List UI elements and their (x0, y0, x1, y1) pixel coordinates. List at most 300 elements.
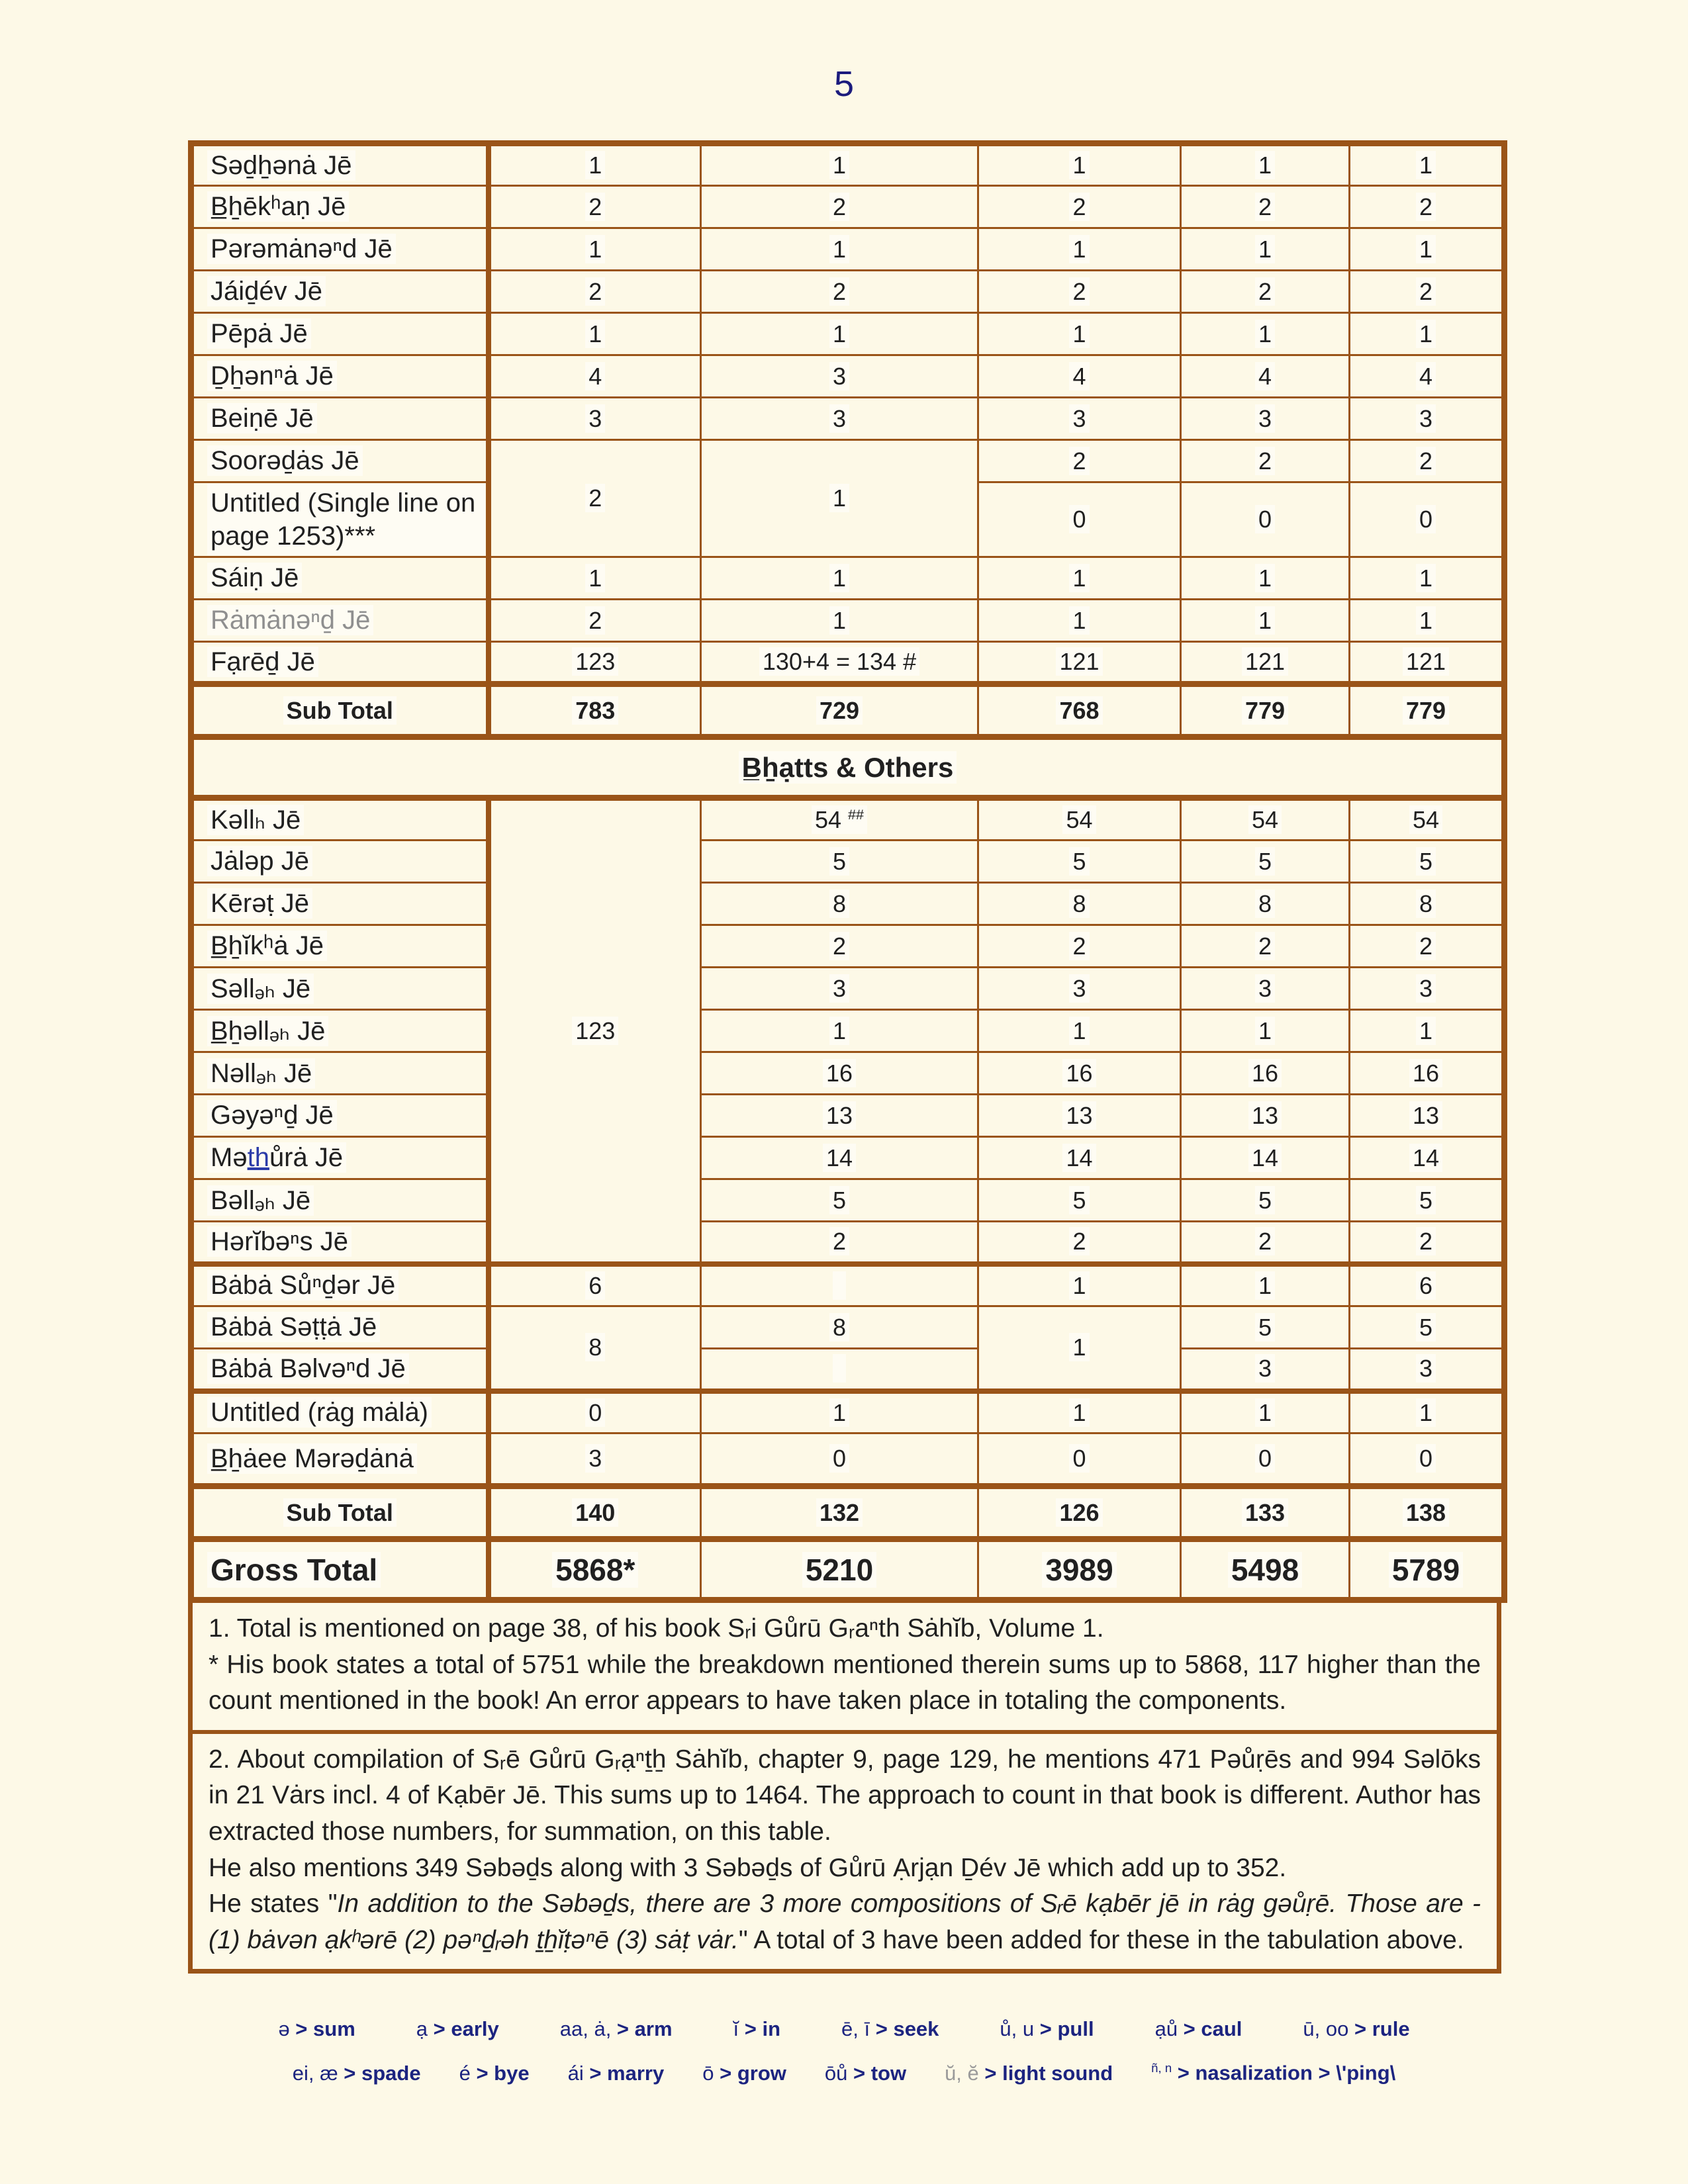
phonetic-example-word: > bye (470, 2061, 530, 2085)
value-cell (1181, 398, 1350, 440)
value-cell (701, 968, 978, 1010)
total-label-cell (191, 684, 489, 737)
cell-text: Rȧmȧnəⁿḏ Jē (207, 605, 373, 635)
value-cell (1181, 355, 1350, 398)
name-cell (191, 1349, 489, 1391)
name-cell (191, 1306, 489, 1349)
total-label-cell (191, 1539, 489, 1600)
cell-text: Sub Total (283, 1498, 397, 1527)
value-cell (1350, 684, 1505, 737)
cell-text: 768 (1056, 696, 1102, 725)
page-number: 5 (833, 64, 855, 104)
cell-text: 1 (585, 320, 605, 348)
cell-text: 4 (1255, 362, 1275, 390)
cell-text: 1 (1069, 151, 1089, 179)
cell-text: 5 (829, 847, 849, 876)
footnote-2 (193, 1730, 1497, 1970)
value-cell (978, 144, 1181, 186)
value-cell (489, 684, 701, 737)
table-row (191, 228, 1505, 271)
value-cell (978, 355, 1181, 398)
value-cell (978, 1010, 1181, 1052)
value-cell (1350, 925, 1505, 968)
value-cell (701, 642, 978, 684)
phonetic-symbol: ō (702, 2061, 714, 2085)
pronunciation-item (841, 2017, 939, 2041)
cell-text: 14 (823, 1144, 856, 1172)
value-cell (978, 440, 1181, 482)
value-cell (489, 228, 701, 271)
pronunciation-item (1303, 2017, 1409, 2041)
phonetic-example-word: > seek (870, 2017, 939, 2041)
phonetic-symbol: ū, oo (1303, 2017, 1349, 2041)
cell-text: 1 (1069, 1017, 1089, 1045)
name-cell (191, 600, 489, 642)
table-row (191, 1264, 1505, 1306)
cell-text: 3 (1255, 1354, 1275, 1383)
table-row (191, 1010, 1505, 1052)
cell-text: 1 (829, 235, 849, 263)
cell-text: 1 (1255, 1017, 1275, 1045)
name-cell (191, 271, 489, 313)
cell-text: 3989 (1042, 1552, 1116, 1588)
footnote-paragraph (209, 1647, 1481, 1719)
value-cell (1350, 1010, 1505, 1052)
cell-text: 3 (1255, 404, 1275, 433)
value-cell (978, 883, 1181, 925)
cell-text: B̲ẖĭkʰȧ Jē (207, 931, 327, 961)
cell-text: Səllₔₕ Jē (207, 974, 314, 1004)
value-cell (701, 1095, 978, 1137)
value-cell (978, 1486, 1181, 1539)
name-cell (191, 1264, 489, 1306)
footnote-paragraph (209, 1850, 1481, 1887)
name-cell (191, 355, 489, 398)
phonetic-example-word: > tow (847, 2061, 907, 2085)
value-cell (1350, 482, 1505, 557)
cell-text: 1 (829, 484, 849, 512)
value-cell (1181, 883, 1350, 925)
cell-text: Soorəḏȧs Jē (207, 445, 363, 476)
phonetic-example-word: > sum (289, 2017, 355, 2041)
phonetic-symbol: aa, ȧ, (559, 2017, 612, 2041)
cell-text: 5 (829, 1186, 849, 1214)
value-cell (1350, 271, 1505, 313)
value-cell (489, 557, 701, 600)
footnote-1 (193, 1603, 1497, 1730)
table-row (191, 642, 1505, 684)
value-cell (701, 684, 978, 737)
pronunciation-item (945, 2062, 1113, 2085)
value-cell (489, 1539, 701, 1600)
value-cell (978, 1306, 1181, 1391)
pronunciation-item (278, 2017, 355, 2041)
cell-text: 1 (1069, 1398, 1089, 1427)
table-row (191, 144, 1505, 186)
value-cell (701, 313, 978, 355)
pronunciation-row-1 (0, 2017, 1688, 2041)
value-cell (701, 1486, 978, 1539)
section-header-row (191, 737, 1505, 798)
cell-text: 2 (1416, 1227, 1436, 1255)
value-cell (489, 798, 701, 1264)
phonetic-symbol: ạ (416, 2017, 428, 2041)
value-cell (489, 1391, 701, 1433)
cell-text: 1 (585, 151, 605, 179)
cell-text: 1 (1069, 564, 1089, 592)
value-cell (1350, 1052, 1505, 1095)
cell-text: 126 (1056, 1498, 1102, 1527)
phonetic-example-word: > in (739, 2017, 781, 2041)
value-cell (1350, 398, 1505, 440)
cell-text: Pēpȧ Jē (207, 318, 311, 349)
phonetic-example-word: > grow (714, 2061, 786, 2085)
value-cell (1181, 557, 1350, 600)
gross-total-row (191, 1539, 1505, 1600)
value-cell (1181, 841, 1350, 883)
subtotal-row (191, 1486, 1505, 1539)
total-label-cell (191, 1486, 489, 1539)
table-row (191, 841, 1505, 883)
cell-text: 3 (1416, 404, 1436, 433)
cell-text: 5789 (1389, 1552, 1463, 1588)
value-cell (978, 841, 1181, 883)
cell-text: 1 (585, 564, 605, 592)
table-row (191, 925, 1505, 968)
cell-text: 5 (1255, 1186, 1275, 1214)
value-cell (1350, 1222, 1505, 1264)
name-cell (191, 482, 489, 557)
cell-text: 16 (1062, 1059, 1096, 1087)
cell-text: 121 (1242, 647, 1288, 676)
value-cell (978, 1391, 1181, 1433)
value-cell (978, 1539, 1181, 1600)
value-cell (978, 398, 1181, 440)
table-row (191, 1433, 1505, 1486)
table-row (191, 798, 1505, 841)
cell-text: Sub Total (283, 696, 397, 725)
cell-text: 779 (1242, 696, 1288, 725)
value-cell (701, 1433, 978, 1486)
cell-text: B̲ẖēkʰaṇ Jē (207, 191, 349, 222)
cell-text: 14 (1248, 1144, 1282, 1172)
footnote-text: " A total of 3 have been added for these in the tabulation above. (738, 1925, 1464, 1954)
value-cell (978, 1433, 1181, 1486)
value-cell (701, 925, 978, 968)
name-cell (191, 1095, 489, 1137)
name-cell (191, 228, 489, 271)
value-cell (701, 228, 978, 271)
name-cell (191, 398, 489, 440)
cell-text: 5 (1416, 1313, 1436, 1342)
cell-text: 2 (1255, 1227, 1275, 1255)
cell-text: 54 ## (812, 805, 867, 834)
cell-text: 0 (1416, 1444, 1436, 1473)
cell-text: Bəllₔₕ Jē (207, 1185, 314, 1216)
name-cell (191, 1433, 489, 1486)
cell-text: Beiṇē Jē (207, 403, 317, 433)
value-cell (489, 398, 701, 440)
value-cell (978, 1095, 1181, 1137)
cell-text: Pərəmȧnəⁿd Jē (207, 234, 396, 264)
cell-text: 2 (585, 277, 605, 306)
cell-text: 2 (1069, 193, 1089, 221)
value-cell (1181, 1052, 1350, 1095)
footnote-paragraph (209, 1742, 1481, 1850)
value-cell (978, 1264, 1181, 1306)
value-cell (978, 186, 1181, 228)
name-cell (191, 144, 489, 186)
pronunciation-item (1151, 2061, 1395, 2085)
cell-text: 133 (1242, 1498, 1288, 1527)
value-cell (1350, 600, 1505, 642)
cell-text: 4 (1416, 362, 1436, 390)
value-cell (1350, 798, 1505, 841)
value-cell (1350, 557, 1505, 600)
cell-text: 2 (1255, 932, 1275, 960)
value-cell (1350, 883, 1505, 925)
cell-text: 1 (1416, 1017, 1436, 1045)
cell-text: 3 (1416, 1354, 1436, 1383)
cell-text: 2 (1416, 447, 1436, 475)
value-cell (1350, 440, 1505, 482)
name-cell (191, 1010, 489, 1052)
value-cell (489, 1486, 701, 1539)
cell-text: 2 (1069, 1227, 1089, 1255)
value-cell (978, 1222, 1181, 1264)
cell-text: 14 (1062, 1144, 1096, 1172)
phonetic-example-word: > marry (583, 2061, 665, 2085)
cell-text: Jȧləp Jē (207, 846, 312, 876)
cell-text: 1 (1416, 151, 1436, 179)
table-row (191, 600, 1505, 642)
value-cell (978, 313, 1181, 355)
phonetic-symbol: ái (567, 2061, 584, 2085)
table-row (191, 883, 1505, 925)
value-cell (489, 1306, 701, 1391)
value-cell (489, 1433, 701, 1486)
cell-text: 0 (1069, 1444, 1089, 1473)
value-cell (1181, 271, 1350, 313)
cell-text: 4 (585, 362, 605, 390)
footnote-text: 2. About compilation of Sᵣē Gůrū Gᵣạⁿṯẖ Sȧhĭb, chapter 9, page 129, he mentions 471 Pəůṛēs and 994 Səlōks in 21 Vȧrs incl. 4 of Kạbēr Jē. This sums up to 1464. The approach to count in that book is different. Author has extracted those numbers, for summation, on this table. (209, 1745, 1481, 1846)
cell-text: 54 (1409, 805, 1442, 834)
cell-text: 5 (1069, 847, 1089, 876)
value-cell (701, 1179, 978, 1222)
cell-text: 16 (1248, 1059, 1282, 1087)
value-cell (978, 1052, 1181, 1095)
cell-text: 5 (1069, 1186, 1089, 1214)
cell-text: 1 (1255, 320, 1275, 348)
cell-text: 783 (572, 696, 618, 725)
phonetic-symbol: ə (278, 2017, 290, 2041)
cell-text: 54 (1062, 805, 1096, 834)
cell-text: Jáiḏév Jē (207, 276, 326, 306)
table-row (191, 271, 1505, 313)
table-row (191, 1391, 1505, 1433)
value-cell (489, 313, 701, 355)
cell-text: 5 (1255, 1313, 1275, 1342)
value-cell (978, 271, 1181, 313)
compositions-table-body (191, 144, 1505, 1600)
table-row (191, 1052, 1505, 1095)
cell-text: 1 (1069, 320, 1089, 348)
value-cell (978, 968, 1181, 1010)
footnote-text: * His book states a total of 5751 while the breakdown mentioned therein sums up to 5868, 117 higher than the count mentioned in the book! An error appears to have taken place in totaling the components. (209, 1650, 1481, 1715)
value-cell (701, 1391, 978, 1433)
cell-text: 3 (1416, 974, 1436, 1003)
value-cell (489, 1264, 701, 1306)
value-cell (701, 883, 978, 925)
cell-text: 0 (585, 1398, 605, 1427)
cell-text: 1 (1416, 606, 1436, 635)
cell-text: 138 (1403, 1498, 1449, 1527)
phonetic-example-word: > caul (1178, 2017, 1243, 2041)
value-cell (1350, 1179, 1505, 1222)
value-cell (1181, 144, 1350, 186)
cell-text: 2 (1255, 193, 1275, 221)
value-cell (701, 841, 978, 883)
value-cell (701, 355, 978, 398)
cell-text: 5498 (1228, 1552, 1302, 1588)
table-row (191, 557, 1505, 600)
value-cell (978, 642, 1181, 684)
cell-text: 5868* (552, 1552, 638, 1588)
value-cell (489, 440, 701, 557)
cell-text: 5 (1416, 847, 1436, 876)
value-cell (1181, 684, 1350, 737)
cell-text: 5 (1255, 847, 1275, 876)
value-cell (978, 557, 1181, 600)
cell-text: 1 (1416, 320, 1436, 348)
phonetic-symbol: ē, ī (841, 2017, 870, 2041)
cell-text: 2 (829, 193, 849, 221)
value-cell (1181, 600, 1350, 642)
value-cell (1181, 1391, 1350, 1433)
value-cell (1181, 1137, 1350, 1179)
cell-text: 121 (1403, 647, 1449, 676)
cell-text: 5 (1416, 1186, 1436, 1214)
cell-text: 1 (1255, 1271, 1275, 1300)
value-cell (701, 271, 978, 313)
pronunciation-item (825, 2062, 906, 2085)
value-cell (701, 1349, 978, 1391)
cell-text: 2 (1069, 277, 1089, 306)
cell-text: 2 (1255, 447, 1275, 475)
value-cell (1181, 642, 1350, 684)
value-cell (1350, 1433, 1505, 1486)
cell-text: 2 (585, 606, 605, 635)
pronunciation-item (1000, 2017, 1094, 2041)
pronunciation-item (568, 2062, 665, 2085)
cell-text: 2 (585, 193, 605, 221)
value-cell (1181, 482, 1350, 557)
cell-text: 5210 (802, 1552, 876, 1588)
name-cell (191, 925, 489, 968)
cell-text: 13 (1062, 1101, 1096, 1130)
value-cell (1181, 968, 1350, 1010)
value-cell (978, 798, 1181, 841)
cell-text: 3 (1069, 404, 1089, 433)
table-row (191, 355, 1505, 398)
cell-text: Kērəṭ Jē (207, 888, 312, 919)
cell-text: Bȧbȧ Sůⁿḏər Jē (207, 1270, 399, 1300)
cell-text: 16 (823, 1059, 856, 1087)
phonetic-symbol: ōů (824, 2061, 848, 2085)
value-cell (1181, 1222, 1350, 1264)
section-header-cell (191, 737, 1505, 798)
name-cell (191, 968, 489, 1010)
cell-text: 6 (1416, 1271, 1436, 1300)
cell-text: 729 (816, 696, 863, 725)
cell-text: 1 (829, 606, 849, 635)
value-cell (489, 144, 701, 186)
cell-text: 4 (1069, 362, 1089, 390)
cell-text: 2 (1069, 932, 1089, 960)
value-cell (1181, 1306, 1350, 1349)
value-cell (978, 1137, 1181, 1179)
table-row (191, 398, 1505, 440)
value-cell (1350, 1349, 1505, 1391)
name-cell (191, 440, 489, 482)
value-cell (1181, 1095, 1350, 1137)
cell-text: Ḏẖənⁿȧ Jē (207, 361, 337, 391)
cell-text: 1 (829, 151, 849, 179)
cell-text: 1 (829, 1017, 849, 1045)
cell-text: B̲ẖạtts & Others (739, 751, 957, 784)
value-cell (1181, 1179, 1350, 1222)
quoted-italic-text: In addition to the Səbəḏs, there are 3 more compositions of Sᵣē kạbēr jē in rȧg gəůṛē. Those are - (1) bȧvən ạkʰərē (2) pəⁿḏᵣəh ṯẖĭṭəⁿē (3) sȧṭ vȧr. (209, 1889, 1481, 1954)
phonetic-example-word: > nasalization > \'ping\ (1172, 2061, 1396, 2085)
cell-text (833, 1354, 846, 1383)
cell-text: 0 (829, 1444, 849, 1473)
pronunciation-row-2 (0, 2061, 1688, 2085)
cell-text: 140 (572, 1498, 618, 1527)
cell-text: 16 (1409, 1059, 1442, 1087)
cell-text: Kəllₕ Jē (207, 805, 304, 835)
name-cell (191, 883, 489, 925)
phonetic-symbol: ñ, n (1151, 2061, 1172, 2075)
pronunciation-item (733, 2017, 781, 2041)
value-cell (1350, 1137, 1505, 1179)
phonetic-symbol: ĭ (733, 2017, 739, 2041)
value-cell (489, 642, 701, 684)
pronunciation-item (416, 2017, 499, 2041)
value-cell (1350, 355, 1505, 398)
name-cell (191, 841, 489, 883)
cell-text: Untitled (Single line on page 1253)*** (207, 484, 485, 555)
cell-text: 1 (1255, 235, 1275, 263)
cell-text: 1 (1416, 564, 1436, 592)
value-cell (701, 186, 978, 228)
cell-text: Fạrēḏ Jē (207, 647, 318, 677)
value-cell (489, 186, 701, 228)
footnote-paragraph (209, 1886, 1481, 1958)
cell-text: 2 (1416, 277, 1436, 306)
cell-text: 1 (1255, 606, 1275, 635)
table-row (191, 313, 1505, 355)
pronunciation-item (293, 2062, 421, 2085)
name-cell (191, 1391, 489, 1433)
pronunciation-item (1155, 2017, 1243, 2041)
footnote-text: 1. Total is mentioned on page 38, of his book Sᵣi Gůrū Gᵣaⁿth Sȧhĭb, Volume 1. (209, 1614, 1104, 1643)
cell-text: 1 (1069, 1271, 1089, 1300)
value-cell (701, 144, 978, 186)
cell-text: 2 (829, 1227, 849, 1255)
subtotal-row (191, 684, 1505, 737)
cell-text: Gəyəⁿḏ Jē (207, 1100, 337, 1130)
phonetic-symbol: ạů (1154, 2017, 1178, 2041)
